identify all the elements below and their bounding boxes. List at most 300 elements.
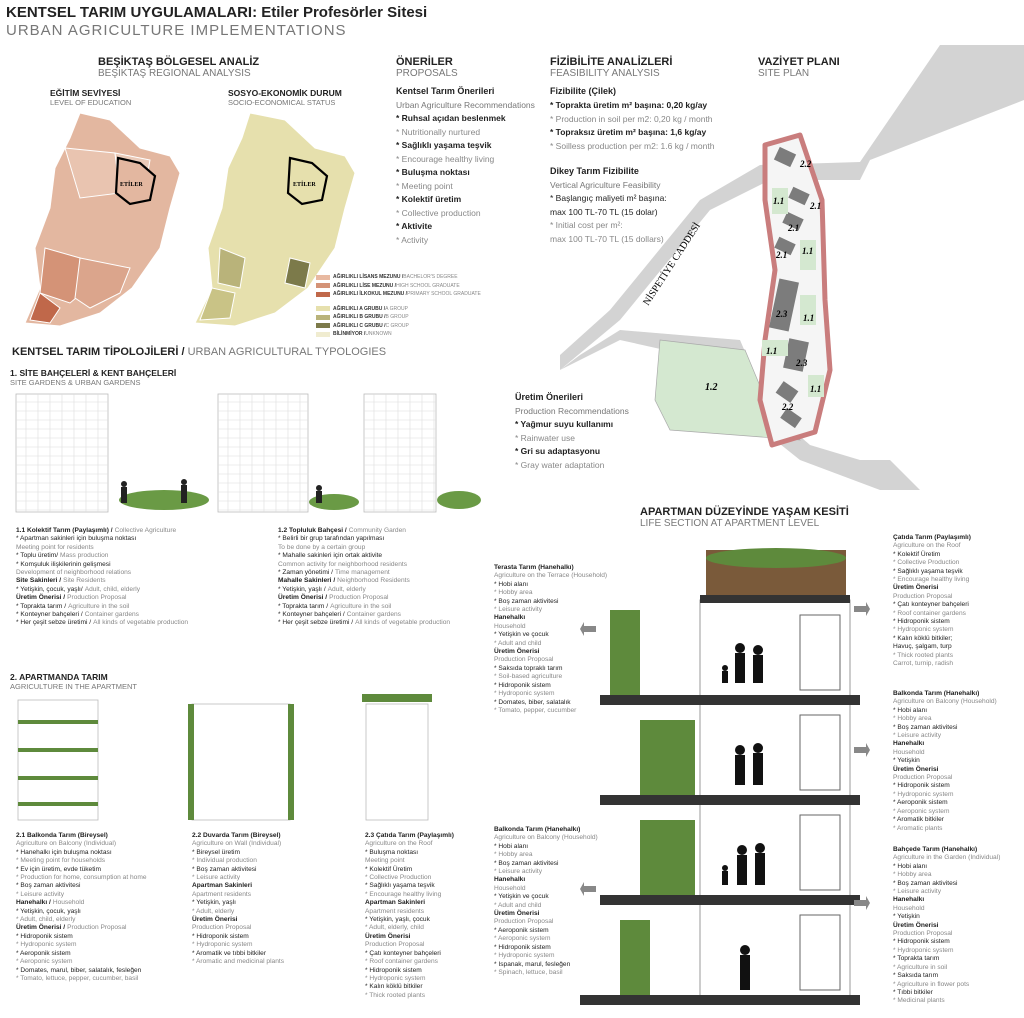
text-line-main: * Meeting point for households <box>16 857 106 865</box>
text-line <box>16 619 188 627</box>
text-line <box>494 614 607 622</box>
legend-swatch <box>316 283 330 288</box>
typologies-title-tr: KENTSEL TARIM TİPOLOJİLERİ / <box>12 346 185 358</box>
text-line-main: * Mahalle sakinleri için ortak aktivite <box>278 552 383 560</box>
text-line-main: Agriculture on the Roof <box>365 840 433 848</box>
text-line <box>494 707 607 715</box>
text-line <box>278 611 450 619</box>
text-line <box>893 618 971 626</box>
text-line-main: * Hydroponic system <box>365 974 426 982</box>
text-line-main: Site Sakinleri / <box>16 577 62 585</box>
text-line-main: * Aeroponik sistem <box>494 926 549 934</box>
text-line-main: * Sağlıklı yaşama teşvik <box>365 882 435 890</box>
text-line-main: Production Proposal <box>365 941 425 949</box>
text-line-main: * Hobi alanı <box>494 842 529 850</box>
feas2-subtitle: Vertical Agriculture Feasibility <box>550 180 661 190</box>
text-line <box>365 941 454 949</box>
text-line-main: Çatıda Tarım (Paylaşımlı) <box>893 534 971 541</box>
text-line <box>893 643 971 651</box>
legend-item <box>316 305 481 314</box>
text-line-main: Meeting point for residents <box>16 543 94 551</box>
text-line <box>494 868 598 876</box>
text-line-main: * Hobi alanı <box>893 862 928 870</box>
text-line-main: * Domates, biber, salatalık <box>494 698 571 706</box>
text-line-main: * Buluşma noktası <box>365 848 419 856</box>
text-line <box>365 975 454 983</box>
text-line-main: * Hobi alanı <box>494 580 529 588</box>
text-line <box>365 950 454 958</box>
text-line-main: Household <box>893 904 925 912</box>
proposals-subtitle: PROPOSALS <box>396 68 458 79</box>
legend-item <box>316 282 481 291</box>
text-line-main: * Hidroponik sistem <box>494 681 551 689</box>
site-label-12: 1.2 <box>705 382 718 393</box>
regional-title: BEŞİKTAŞ BÖLGESEL ANALİZ <box>98 56 260 68</box>
text-line <box>893 825 997 833</box>
text-line <box>365 832 454 840</box>
col-collective-agriculture <box>16 527 188 628</box>
typologies-title <box>12 346 386 358</box>
text-line-main: Agriculture on the Terrace (Household) <box>494 572 608 580</box>
text-line <box>494 843 598 851</box>
text-line <box>494 690 607 698</box>
text-line <box>494 606 607 614</box>
text-line-main: Agriculture on Wall (Individual) <box>192 840 282 848</box>
legend-label-en: HIGH SCHOOL GRADUATE <box>396 282 460 289</box>
text-line-main: Üretim Önerisi <box>494 648 540 656</box>
legend-label-tr: AĞIRLIKLI İLKOKUL MEZUNU / <box>333 291 408 297</box>
text-line <box>278 535 450 543</box>
text-line-main: * Hobby area <box>494 851 533 859</box>
text-line-main: * Hydroponic system <box>494 690 555 698</box>
production-list <box>515 418 613 472</box>
text-line <box>494 665 607 673</box>
text-line <box>16 933 146 941</box>
page-subtitle: URBAN AGRICULTURE IMPLEMENTATIONS <box>6 22 347 39</box>
text-line-main: * Leisure activity <box>16 890 65 898</box>
text-line <box>365 924 454 932</box>
col-balcony-agriculture <box>16 832 146 983</box>
list-item-tr: * Kolektif üretim <box>396 194 462 204</box>
text-line <box>494 927 598 935</box>
text-line-main: Üretim Önerisi <box>192 916 238 924</box>
text-line-main: Üretim Önerisi / <box>16 594 66 602</box>
text-line <box>365 899 454 907</box>
text-line <box>494 656 607 664</box>
text-line <box>16 941 146 949</box>
text-line <box>893 871 1000 879</box>
siteplan-subtitle: SITE PLAN <box>758 68 810 79</box>
text-line <box>494 969 598 977</box>
text-line <box>893 782 997 790</box>
list-item-en: * Production in soil per m2: 0,20 kg / month <box>550 113 713 124</box>
text-line <box>893 724 997 732</box>
proposals-list <box>396 112 506 247</box>
col-wall-agriculture <box>192 832 284 967</box>
site-label-10: 1.1 <box>810 384 822 394</box>
text-line <box>494 564 607 572</box>
text-line-main: * Yetişkin, yaşlı <box>192 899 236 907</box>
text-line-main: * Boş zaman aktivitesi <box>192 865 257 873</box>
text-line-translation: Production Proposal <box>329 594 389 602</box>
text-line <box>494 918 598 926</box>
text-line <box>278 527 450 535</box>
text-line <box>893 715 997 723</box>
text-line-main: * Boş zaman aktivitesi <box>16 882 81 890</box>
text-line-main: * Kolektif Üretim <box>893 550 941 558</box>
text-line <box>893 938 1000 946</box>
text-line <box>192 941 284 949</box>
legend-item <box>316 313 481 322</box>
text-line-main: Apartment residents <box>365 907 425 915</box>
text-line-main: * Aeroponik sistem <box>16 949 71 957</box>
text-line <box>278 552 450 560</box>
text-line <box>16 594 188 602</box>
text-line-main: * Roof container gardens <box>365 958 438 966</box>
text-line-main: * Yetişkin ve çocuk <box>494 893 549 901</box>
text-line <box>365 866 454 874</box>
text-line-main: * Toprakta tarım / <box>278 602 329 610</box>
site-label-4: 2.1 <box>776 250 788 260</box>
text-line-main: Mahalle Sakinleri / <box>278 577 336 585</box>
text-line <box>494 834 598 842</box>
text-line-translation: Agriculture in the soil <box>68 602 130 610</box>
text-line <box>893 593 971 601</box>
apartment-agriculture-illustration <box>14 690 434 830</box>
text-line-main: * Hobi alanı <box>893 706 928 714</box>
text-line-main: * Thick rooted plants <box>365 991 425 999</box>
site-label-8: 1.1 <box>766 346 778 356</box>
text-line <box>494 699 607 707</box>
list-item-tr: * Buluşma noktası <box>396 167 470 177</box>
text-line <box>16 908 146 916</box>
text-line-translation: Adult, elderly <box>327 585 366 593</box>
text-line <box>16 866 146 874</box>
typ-s1-subtitle: SITE GARDENS & URBAN GARDENS <box>10 378 141 387</box>
text-line <box>16 603 188 611</box>
legend-item <box>316 273 481 282</box>
text-line-main: * Kalın köklü bitkiler; <box>893 634 953 642</box>
balcony-household-text <box>494 826 598 977</box>
text-line <box>893 922 1000 930</box>
text-line-main: * Hydroponic system <box>192 941 253 949</box>
text-line-main: Üretim Önerisi / <box>278 594 328 602</box>
text-line-main: * Konteyner bahçeleri / <box>16 611 83 619</box>
text-line <box>365 857 454 865</box>
text-line <box>494 944 598 952</box>
text-line <box>893 732 997 740</box>
text-line <box>893 652 971 660</box>
text-line-main: Household <box>893 748 925 756</box>
legend-label-en: BACHELOR'S DEGREE <box>403 274 458 280</box>
text-line <box>278 594 450 602</box>
text-line <box>278 577 450 585</box>
text-line-main: Balkonda Tarım (Hanehalkı) <box>893 690 980 697</box>
text-line <box>192 840 284 848</box>
text-line-main: Apartman Sakinleri <box>365 899 426 907</box>
text-line-main: * Kolektif Üretim <box>365 865 413 873</box>
regional-subtitle: BEŞİKTAŞ REGIONAL ANALYSIS <box>98 68 251 79</box>
text-line <box>278 619 450 627</box>
text-line-main: Üretim Önerisi <box>893 921 939 929</box>
text-line <box>893 740 997 748</box>
text-line <box>494 826 598 834</box>
text-line-main: * Collective Production <box>893 559 960 567</box>
text-line-main: * Spinach, lettuce, basil <box>494 968 563 976</box>
text-line <box>16 958 146 966</box>
siteplan-title: VAZİYET PLANI <box>758 56 840 68</box>
text-line <box>494 648 607 656</box>
text-line-translation: Site Residents <box>63 577 106 585</box>
text-line <box>192 958 284 966</box>
text-line-main: * Hidroponik sistem <box>16 932 73 940</box>
text-line-translation: All kinds of vegetable production <box>93 619 189 627</box>
text-line <box>16 552 188 560</box>
text-line-translation: Community Garden <box>348 527 406 534</box>
text-line-main: * Yetişkin, yaşlı / <box>278 585 326 593</box>
text-line-main: * Her çeşit sebze üretimi / <box>278 619 354 627</box>
text-line-main: Household <box>494 622 526 630</box>
text-line-main: Production Proposal <box>192 924 252 932</box>
text-line-main: * Yetişkin, çocuk, yaşlı/ <box>16 585 83 593</box>
list-item-en: * Activity <box>396 234 429 245</box>
text-line-main: * Yetişkin <box>893 757 920 765</box>
text-line <box>365 983 454 991</box>
text-line-main: * Tıbbi bitkiler <box>893 988 933 996</box>
text-line-main: * Boş zaman aktivitesi <box>893 723 958 731</box>
text-line <box>494 860 598 868</box>
life-section-drawing <box>580 540 870 1010</box>
text-line-main: * Roof container gardens <box>893 609 966 617</box>
typ-s2-title: 2. APARTMANDA TARIM <box>10 672 108 682</box>
text-line-main: * Leisure activity <box>192 874 241 882</box>
text-line-main: * Toprakta tarım <box>893 955 940 963</box>
text-line-main: * Leisure activity <box>893 732 942 740</box>
text-line-main: * Bireysel üretim <box>192 848 241 856</box>
text-line <box>16 527 188 535</box>
proposals-sub-en: Urban Agriculture Recommendations <box>396 100 535 110</box>
text-line-main: * Hidroponik sistem <box>893 618 950 626</box>
text-line-main: * Aromatic plants <box>893 824 943 832</box>
text-line <box>494 893 598 901</box>
text-line-main: Bahçede Tarım (Hanehalkı) <box>893 846 978 853</box>
text-line-main: Hanehalkı <box>494 876 526 884</box>
list-item-tr: * Sağlıklı yaşama teşvik <box>396 140 492 150</box>
text-line <box>16 882 146 890</box>
list-item-tr: * Topraksız üretim m² başına: 1,6 kg/ay <box>550 127 707 137</box>
feasibility-title: FİZİBİLİTE ANALİZLERİ <box>550 56 673 68</box>
legend-label-en: PRIMARY SCHOOL GRADUATE <box>407 291 481 297</box>
text-line-main: * Hanehalkı için buluşma noktası <box>16 848 112 856</box>
text-line-translation: Mass production <box>60 552 109 560</box>
text-line <box>365 916 454 924</box>
text-line-translation: Production Proposal <box>67 594 127 602</box>
list-item-en: * Meeting point <box>396 180 453 191</box>
text-line-main: * Ispanak, marul, fesleğen <box>494 960 571 968</box>
legend-label-en: C GROUP <box>385 322 409 329</box>
text-line <box>893 698 997 706</box>
text-line-main: * Medicinal plants <box>893 997 945 1005</box>
text-line-main: * Hydroponic system <box>893 946 954 954</box>
text-line-translation: Household <box>52 899 85 907</box>
text-line <box>893 626 971 634</box>
text-line-main: * Konteyner bahçeleri / <box>278 611 345 619</box>
text-line-main: Balkonda Tarım (Hanehalkı) <box>494 826 581 833</box>
text-line <box>16 569 188 577</box>
text-line <box>893 534 971 542</box>
text-line <box>893 610 971 618</box>
text-line <box>893 888 1000 896</box>
list-item-en: * Collective production <box>396 207 481 218</box>
feas2-en1: * Initial cost per m²: <box>550 220 623 230</box>
text-line-main: * Hidroponik sistem <box>192 932 249 940</box>
text-line <box>893 690 997 698</box>
text-line <box>494 572 607 580</box>
text-line <box>365 958 454 966</box>
etiler-label-soc: ETİLER <box>293 182 316 188</box>
text-line <box>893 635 971 643</box>
feasibility-subtitle: FEASIBILITY ANALYSIS <box>550 68 660 79</box>
text-line-main: Hanehalkı / <box>16 899 51 907</box>
text-line-main: * Hydroponic system <box>494 952 555 960</box>
text-line <box>494 876 598 884</box>
text-line <box>893 997 1000 1005</box>
text-line-translation: Production Proposal <box>67 924 127 932</box>
text-line-main: Havuç, şalgam, turp <box>893 643 952 651</box>
text-line <box>893 905 1000 913</box>
text-line <box>192 857 284 865</box>
text-line-main: * Kalın köklü bitkiler <box>365 983 423 991</box>
feas2-en2: max 100 TL-70 TL (15 dollars) <box>550 233 664 244</box>
legend-label-tr: AĞIRLIKLI B GRUBU / <box>333 314 386 320</box>
text-line <box>494 910 598 918</box>
text-line <box>494 673 607 681</box>
site-label-7: 1.1 <box>803 313 815 323</box>
text-line-main: * Individual production <box>192 857 257 865</box>
text-line-main: Apartment residents <box>192 890 252 898</box>
legend-swatch <box>316 306 330 311</box>
text-line-main: * Saksıda tarım <box>893 972 939 980</box>
legend-swatch <box>316 275 330 280</box>
text-line-main: * Tomato, lettuce, pepper, cucumber, basil <box>16 974 139 982</box>
legend-label-en: B GROUP <box>385 314 409 320</box>
proposals-title: ÖNERİLER <box>396 56 453 68</box>
text-line-main: * Yetişkin, yaşlı, çocuk <box>365 916 430 924</box>
list-item-en: * Encourage healthy living <box>396 153 495 164</box>
text-line <box>365 874 454 882</box>
text-line-translation: Container gardens <box>346 611 401 619</box>
text-line <box>494 902 598 910</box>
text-line-main: Common activity for neighborhood residents <box>278 560 408 568</box>
text-line <box>893 757 997 765</box>
education-map <box>20 108 200 330</box>
life-title: APARTMAN DÜZEYİNDE YAŞAM KESİTİ <box>640 506 849 518</box>
text-line <box>16 832 146 840</box>
text-line-main: * Çatı konteyner bahçeleri <box>365 949 441 957</box>
site-label-0: 2.2 <box>800 159 812 169</box>
text-line-main: Production Proposal <box>893 592 953 600</box>
text-line <box>365 849 454 857</box>
text-line-main: * Boş zaman aktivitesi <box>893 879 958 887</box>
text-line <box>893 559 971 567</box>
text-line <box>16 586 188 594</box>
production-title: Üretim Önerileri <box>515 392 584 402</box>
text-line <box>494 581 607 589</box>
text-line-main: * Aeroponic system <box>16 958 73 966</box>
feas2-tr2: max 100 TL-70 TL (15 dolar) <box>550 206 658 217</box>
text-line <box>893 846 1000 854</box>
text-line-main: 1.2 Topluluk Bahçesi / <box>278 527 347 534</box>
text-line <box>16 899 146 907</box>
text-line <box>893 568 971 576</box>
text-line-main: * Yetişkin <box>893 913 920 921</box>
text-line-main: * Thick rooted plants <box>893 651 953 659</box>
text-line-main: * Hobby area <box>893 715 932 723</box>
text-line <box>893 896 1000 904</box>
legend-label-tr: AĞIRLIKLI A GRUBU / <box>333 305 386 312</box>
production-subtitle: Production Recommendations <box>515 406 629 416</box>
text-line-main: Apartman Sakinleri <box>192 882 253 890</box>
text-line-main: Agriculture on Balcony (Household) <box>893 698 997 706</box>
text-line-main: * Aeroponik sistem <box>893 799 948 807</box>
list-item-tr: * Toprakta üretim m² başına: 0,20 kg/ay <box>550 100 708 110</box>
proposals-sub-tr: Kentsel Tarım Önerileri <box>396 86 495 96</box>
legend-label-en: A GROUP <box>385 305 408 312</box>
text-line <box>893 601 971 609</box>
text-line-main: * Hidroponik sistem <box>365 966 422 974</box>
text-line <box>365 933 454 941</box>
text-line <box>893 707 997 715</box>
site-gardens-illustration <box>14 392 484 522</box>
text-line <box>893 799 997 807</box>
text-line-main: * Agriculture in soil <box>893 963 948 971</box>
text-line-main: Üretim Önerisi <box>365 932 411 940</box>
balcony-agriculture-text <box>893 690 997 833</box>
legend-item <box>316 322 481 331</box>
text-line-translation: Agriculture in the soil <box>330 602 392 610</box>
text-line-main: Production Proposal <box>494 918 554 926</box>
text-line <box>893 947 1000 955</box>
text-line <box>893 660 971 668</box>
text-line <box>494 961 598 969</box>
text-line <box>16 611 188 619</box>
text-line-main: Hanehalkı <box>494 614 526 622</box>
text-line-main: * Agriculture in flower pots <box>893 980 970 988</box>
text-line-main: * Collective Production <box>365 874 432 882</box>
site-label-3: 2.1 <box>788 223 800 233</box>
text-line-translation: Collective Agriculture <box>114 527 177 534</box>
text-line <box>893 955 1000 963</box>
text-line-main: Carrot, turnip, radish <box>893 660 954 668</box>
text-line-main: * Adult and child <box>494 901 542 909</box>
text-line <box>494 631 607 639</box>
text-line-main: Meeting point <box>365 857 405 865</box>
text-line-main: Development of neighborhood relations <box>16 569 132 577</box>
soc-subtitle: SOCIO-ECONOMICAL STATUS <box>228 98 336 107</box>
text-line <box>278 569 450 577</box>
text-line <box>893 930 1000 938</box>
legend-swatch <box>316 332 330 337</box>
text-line-translation: Container gardens <box>84 611 139 619</box>
text-line-main: * Aromatik bitkiler <box>893 816 944 824</box>
list-item-tr: * Ruhsal açıdan beslenmek <box>396 113 506 123</box>
text-line <box>494 885 598 893</box>
text-line-main: * Hydroponic system <box>16 941 77 949</box>
text-line <box>192 924 284 932</box>
text-line <box>494 589 607 597</box>
text-line <box>16 924 146 932</box>
text-line-main: * Adult and child <box>494 639 542 647</box>
